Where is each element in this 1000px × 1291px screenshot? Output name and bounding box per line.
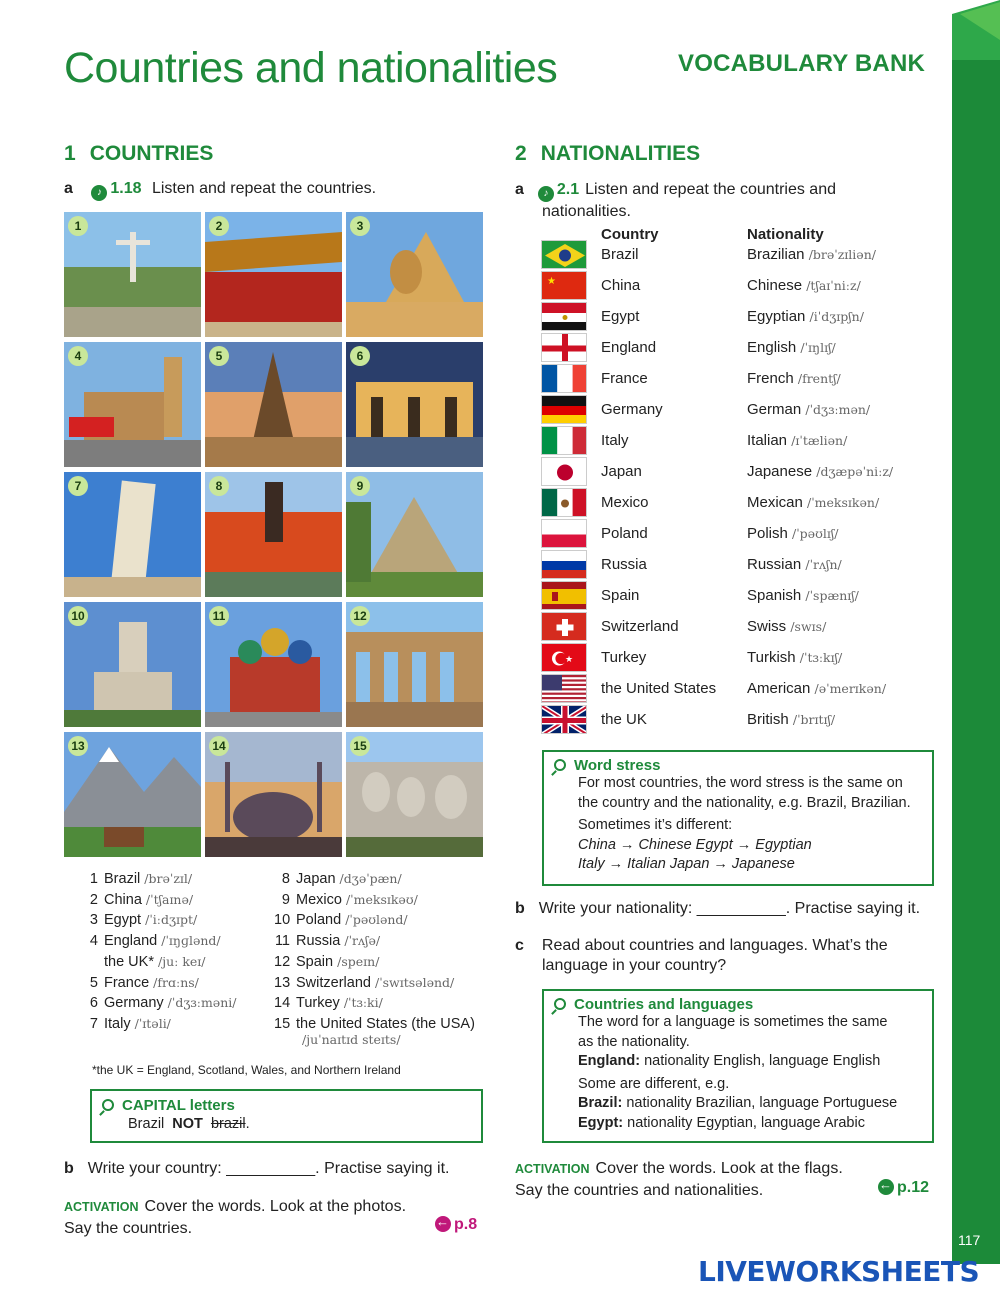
mexico-flag-icon [541, 488, 587, 517]
green-side-band [950, 0, 1000, 1291]
country-name: Brazil [601, 246, 639, 263]
country-word-item: 1 Brazil /brəˈzɪl/ [89, 871, 193, 887]
section1-instruction-a: a ♪ 1.18 Listen and repeat the countries. [64, 180, 376, 201]
france-flag-icon [541, 364, 587, 393]
country-word-item: the UK* /juː keɪ/ [104, 953, 206, 970]
country-word-item: 3 Egypt /ˈiːdʒɪpt/ [89, 912, 198, 929]
countries-languages-box: Countries and languages The word for a language is sometimes the same as the nationality. England: nationality English, language English Some are different, e.g. Brazil: nationality Brazilian, language Portuguese Egypt: nationality Egyptian, language Arabic [542, 989, 934, 1143]
country-name: France [601, 370, 648, 387]
photo-switzerland: 13 [64, 732, 201, 857]
audio-icon[interactable]: ♪ [538, 186, 554, 202]
country-word-item: 2 China /ˈtʃaɪnə/ [89, 891, 194, 908]
turkey-flag-icon [541, 643, 587, 672]
page-title: Countries and nationalities [64, 44, 558, 92]
col-header-country: Country [601, 226, 659, 243]
country-word-item: 15 the United States (the USA) /juˈnaɪtɪd steɪts/ [274, 1015, 475, 1047]
germany-flag-icon [541, 395, 587, 424]
country-name: Russia [601, 556, 647, 573]
egypt-flag-icon [541, 302, 587, 331]
section2-instruction-b: b Write your nationality: __________. Practise saying it. [515, 900, 921, 917]
italy-flag-icon [541, 426, 587, 455]
usa-flag-icon [541, 674, 587, 703]
magnifier-icon [554, 759, 566, 771]
nationality-name: Japanese /dʒæpəˈniːz/ [747, 463, 894, 480]
country-word-item: 4 England /ˈɪŋɡlənd/ [89, 933, 221, 950]
nationality-name: Russian /ˈrʌʃn/ [747, 556, 842, 573]
country-word-item: 8 Japan /dʒəˈpæn/ [281, 871, 402, 887]
nationality-name: Brazilian /brəˈzɪliən/ [747, 246, 876, 263]
country-name: the UK [601, 711, 647, 728]
country-word-item: 13 Switzerland /ˈswɪtsələnd/ [274, 974, 455, 991]
svg-text:★: ★ [565, 654, 574, 664]
page-ref-p8[interactable]: ← p.8 [435, 1216, 477, 1234]
country-name: Poland [601, 525, 648, 542]
section1-activation: ACTIVATION Cover the words. Look at the photos. Say the countries. [64, 1198, 407, 1237]
section2-heading: 2 NATIONALITIES [515, 142, 701, 165]
magnifier-icon [102, 1099, 114, 1111]
china-flag-icon [541, 271, 587, 300]
section1-instruction-b: b Write your country: __________. Practise saying it. [64, 1160, 450, 1177]
photo-japan: 8 [205, 472, 342, 597]
nationality-name: Swiss /swɪs/ [747, 618, 827, 635]
audio-icon[interactable]: ♪ [91, 185, 107, 201]
country-name: Spain [601, 587, 640, 604]
country-name: the United States [601, 680, 717, 697]
photo-warsaw: 10 [64, 602, 201, 727]
country-word-item: 7 Italy /ˈɪtəli/ [89, 1015, 171, 1032]
nationality-name: English /ˈɪŋlɪʃ/ [747, 339, 836, 356]
photo-moscow: 11 [205, 602, 342, 727]
country-word-item: 11 Russia /ˈrʌʃə/ [274, 933, 381, 950]
section2-activation: ACTIVATION Cover the words. Look at the flags. Say the countries and nationalities. [515, 1160, 843, 1199]
col-header-nationality: Nationality [747, 226, 824, 243]
country-name: Switzerland [601, 618, 679, 635]
nationality-name: Egyptian /iˈdʒɪpʃn/ [747, 308, 864, 325]
country-name: Egypt [601, 308, 640, 325]
photo-egypt: 3 [346, 212, 483, 337]
back-arrow-icon [878, 1179, 894, 1195]
russia-flag-icon [541, 550, 587, 579]
photo-mexico: 9 [346, 472, 483, 597]
country-word-item: 5 France /frɑːns/ [89, 974, 199, 991]
back-arrow-icon [435, 1216, 451, 1232]
liveworksheets-watermark: LIVEWORKSHEETS [698, 1255, 980, 1288]
section1-heading: 1 COUNTRIES [64, 142, 214, 165]
nationality-name: British /ˈbrɪtɪʃ/ [747, 711, 836, 728]
nationality-name: Chinese /tʃaɪˈniːz/ [747, 277, 861, 294]
photo-china: 2 [205, 212, 342, 337]
country-name: England [601, 339, 657, 356]
capital-letters-box: CAPITAL letters Brazil NOT brazil. [90, 1089, 483, 1143]
photo-segovia: 12 [346, 602, 483, 727]
country-name: Mexico [601, 494, 649, 511]
page-ref-p12[interactable]: ← p.12 [878, 1179, 929, 1197]
photo-rio: 1 [64, 212, 201, 337]
nationality-name: German /ˈdʒɜːmən/ [747, 401, 871, 418]
photo-pisa: 7 [64, 472, 201, 597]
country-name: Germany [601, 401, 663, 418]
word-stress-box: Word stress For most countries, the word stress is the same on the country and the nationality, e.g. Brazil, Brazilian. Sometimes it’s different: China → Chinese Egypt → Egyptian Italy → Italian Japan → Japanese [542, 750, 934, 886]
photo-istanbul: 14 [205, 732, 342, 857]
nationality-name: Italian /ɪˈtæliən/ [747, 432, 848, 449]
country-word-item: 10 Poland /ˈpəʊlənd/ [274, 912, 408, 929]
section2-instruction-a: a ♪ 2.1 Listen and repeat the countries and nationalities. [515, 181, 836, 220]
nationality-name: Mexican /ˈmeksɪkən/ [747, 494, 880, 511]
brazil-flag-icon [541, 240, 587, 269]
country-word-item: 12 Spain /speɪn/ [274, 953, 380, 970]
country-name: China [601, 277, 641, 294]
section2-instruction-c: c Read about countries and languages. What’s the language in your country? [515, 937, 888, 974]
photo-usa: 15 [346, 732, 483, 857]
photo-london: 4 [64, 342, 201, 467]
photo-berlin: 6 [346, 342, 483, 467]
nationality-name: French /frentʃ/ [747, 370, 841, 387]
england-flag-icon [541, 333, 587, 362]
nationality-name: Spanish /ˈspænɪʃ/ [747, 587, 859, 604]
japan-flag-icon [541, 457, 587, 486]
svg-text:★: ★ [547, 276, 556, 287]
vocabulary-bank-label: VOCABULARY BANK [678, 50, 926, 77]
page-number: 117 [958, 1232, 981, 1248]
magnifier-icon [554, 998, 566, 1010]
country-name: Italy [601, 432, 629, 449]
country-name: Turkey [601, 649, 647, 666]
country-word-item: 6 Germany /ˈdʒɜːməni/ [89, 995, 237, 1012]
country-word-item: 9 Mexico /ˈmeksɪkəʊ/ [281, 891, 418, 908]
poland-flag-icon [541, 519, 587, 548]
country-name: Japan [601, 463, 642, 480]
footnote: *the UK = England, Scotland, Wales, and Northern Ireland [92, 1063, 401, 1077]
nationality-name: American /əˈmerɪkən/ [747, 680, 887, 697]
nationality-name: Polish /ˈpəʊlɪʃ/ [747, 525, 839, 542]
switzerland-flag-icon [541, 612, 587, 641]
country-word-item: 14 Turkey /ˈtɜːki/ [274, 995, 383, 1012]
spain-flag-icon [541, 581, 587, 610]
photo-paris: 5 [205, 342, 342, 467]
nationality-name: Turkish /ˈtɜːkɪʃ/ [747, 649, 843, 666]
uk-flag-icon [541, 705, 587, 734]
